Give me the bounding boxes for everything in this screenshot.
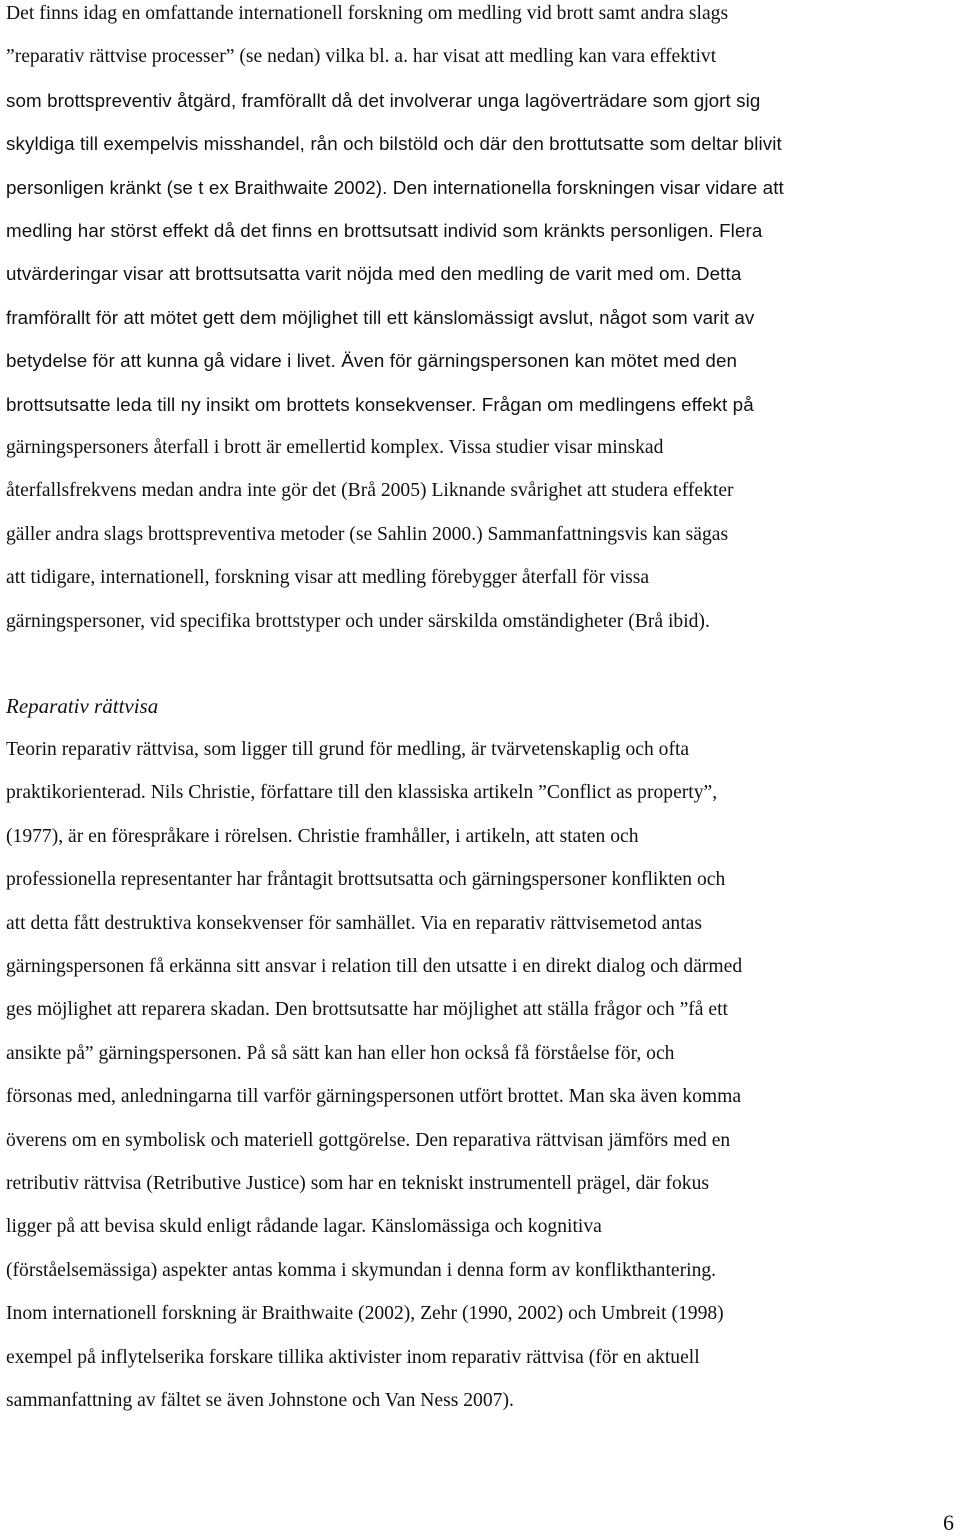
text-line: gäller andra slags brottspreventiva metoder (se Sahlin 2000.) Sammanfattningsvis kan sägas — [6, 523, 729, 545]
section-heading: Reparativ rättvisa — [6, 694, 159, 718]
text-line: Teorin reparativ rättvisa, som ligger till grund för medling, är tvärvetenskaplig och ofta — [6, 739, 690, 760]
text-line: exempel på inflytelserika forskare tillika aktivister inom reparativ rättvisa (för en aktuell — [6, 1346, 700, 1368]
text-line: (1977), är en förespråkare i rörelsen. Christie framhåller, i artikeln, att staten och — [6, 825, 639, 847]
text-line: Det finns idag en omfattande internationell forskning om medling vid brott samt andra slags — [6, 3, 729, 24]
text-line: gärningspersoner, vid specifika brottstyper och under särskilda omständigheter (Brå ibid). — [6, 610, 710, 632]
text-line: sammanfattning av fältet se även Johnstone och Van Ness 2007). — [6, 1390, 514, 1412]
text-line: professionella representanter har fråntagit brottsutsatta och gärningspersoner konflikten och — [6, 869, 726, 891]
paragraph-medling-research — [0, 0, 960, 643]
text-line: betydelse för att kunna gå vidare i livet. Även för gärningspersonen kan mötet med den — [6, 350, 738, 372]
text-line: att detta fått destruktiva konsekvenser för samhället. Via en reparativ rättvisemetod antas — [6, 912, 702, 934]
text-line: retributiv rättvisa (Retributive Justice) som har en tekniskt instrumentell prägel, där fokus — [6, 1173, 710, 1195]
text-line: medling har störst effekt då det finns en brottsutsatt individ som kränkts personligen. Flera — [6, 220, 763, 242]
text-line: ansikte på” gärningspersonen. På så sätt kan han eller hon också få förståelse för, och — [6, 1042, 675, 1064]
paragraph-reparativ-rattvisa — [0, 728, 960, 1423]
text-line: framförallt för att mötet gett dem möjlighet till ett känslomässigt avslut, något som varit av — [6, 306, 755, 328]
text-line: brottsutsatte leda till ny insikt om brottets konsekvenser. Frågan om medlingens effekt på — [6, 393, 754, 415]
text-line: återfallsfrekvens medan andra inte gör det (Brå 2005) Liknande svårighet att studera effekter — [6, 480, 734, 502]
text-line: ”reparativ rättvise processer” (se nedan) vilka bl. a. har visat att medling kan vara effektivt — [6, 46, 717, 68]
text-line: utvärderingar visar att brottsutsatta varit nöjda med den medling de varit med om. Detta — [6, 263, 742, 285]
text-line: att tidigare, internationell, forskning visar att medling förebygger återfall för vissa — [6, 567, 650, 589]
text-line: försonas med, anledningarna till varför gärningspersonen utfört brottet. Man ska även komma — [6, 1086, 742, 1108]
text-line: skyldiga till exempelvis misshandel, rån och bilstöld och där den brottutsatte som deltar blivit — [6, 133, 782, 155]
text-line: Inom internationell forskning är Braithwaite (2002), Zehr (1990, 2002) och Umbreit (1998) — [6, 1303, 724, 1325]
text-line: gärningspersonen få erkänna sitt ansvar i relation till den utsatte i en direkt dialog och därmed — [6, 956, 743, 978]
text-line: gärningspersoners återfall i brott är emellertid komplex. Vissa studier visar minskad — [6, 437, 664, 459]
page-number: 6 — [943, 1510, 954, 1535]
text-line: personligen kränkt (se t ex Braithwaite 2002). Den internationella forskningen visar vidare att — [6, 176, 784, 198]
text-line: (förståelsemässiga) aspekter antas komma i skymundan i denna form av konflikthantering. — [6, 1259, 717, 1281]
text-line: överens om en symbolisk och materiell gottgörelse. Den reparativa rättvisan jämförs med en — [6, 1129, 731, 1151]
text-line: ligger på att bevisa skuld enligt rådande lagar. Känslomässiga och kognitiva — [6, 1216, 602, 1238]
text-line: ges möjlighet att reparera skadan. Den brottsutsatte har möjlighet att ställa frågor och ”få ett — [6, 999, 728, 1021]
text-line: praktikorienterad. Nils Christie, författare till den klassiska artikeln ”Conflict as property”, — [6, 782, 718, 804]
text-line: som brottspreventiv åtgärd, framförallt då det involverar unga lagöverträdare som gjort sig — [6, 89, 761, 111]
